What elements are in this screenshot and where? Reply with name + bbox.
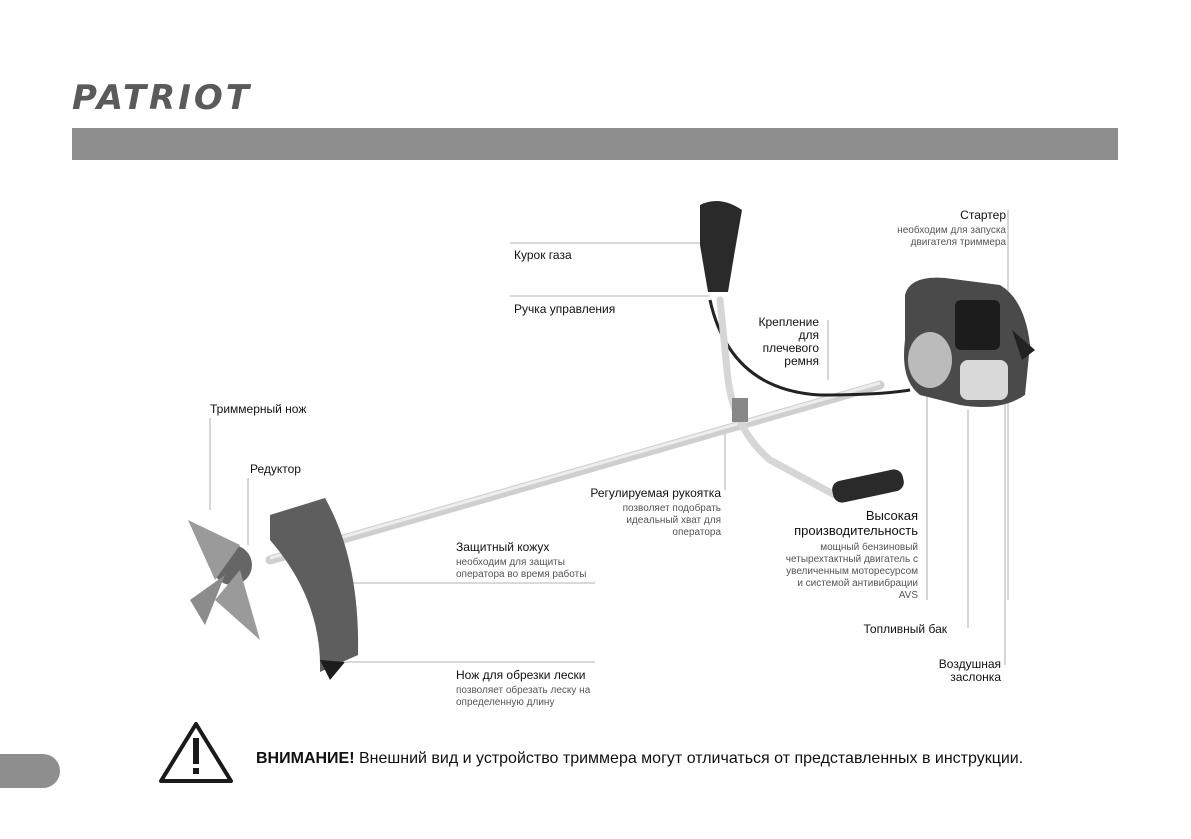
line-cutter-description: позволяет обрезать леску на определенную длину	[456, 685, 591, 708]
label-throttle: Курок газа	[514, 248, 572, 262]
warning-title: ВНИМАНИЕ!	[256, 750, 355, 767]
label-trimmer-blade: Триммерный нож	[210, 402, 307, 416]
guard-description: необходим для защиты оператора во время работы	[456, 557, 587, 580]
label-performance: Высокая производительность	[794, 508, 918, 538]
label-adjustable-handle: Регулируемая рукоятка	[590, 486, 721, 500]
label-starter: Стартер	[960, 208, 1006, 222]
brand-logo: PATRIOT	[72, 78, 252, 118]
label-fuel-tank: Топливный бак	[863, 622, 947, 636]
starter-description: необходим для запуска двигателя триммера	[897, 225, 1006, 248]
page-tab	[0, 754, 60, 788]
label-air-choke: Воздушная заслонка	[938, 657, 1001, 684]
adjustable-handle-description: позволяет подобрать идеальный хват для оператора	[622, 503, 721, 538]
label-strap-mount: Крепление для плечевого ремня	[758, 315, 819, 368]
warning-message	[256, 750, 1023, 768]
label-handle: Ручка управления	[514, 302, 616, 316]
label-gearbox: Редуктор	[250, 462, 301, 476]
label-guard: Защитный кожух	[456, 540, 550, 554]
warning-text: Внешний вид и устройство триммера могут отличаться от представленных в инструкции.	[359, 750, 1024, 767]
performance-description: мощный бензиновый четырехтактный двигатель с увеличенным моторесурсом и системой антивибрации AVS	[785, 542, 918, 601]
label-line-cutter: Нож для обрезки лески	[456, 668, 586, 682]
warning-triangle-icon	[161, 724, 231, 781]
